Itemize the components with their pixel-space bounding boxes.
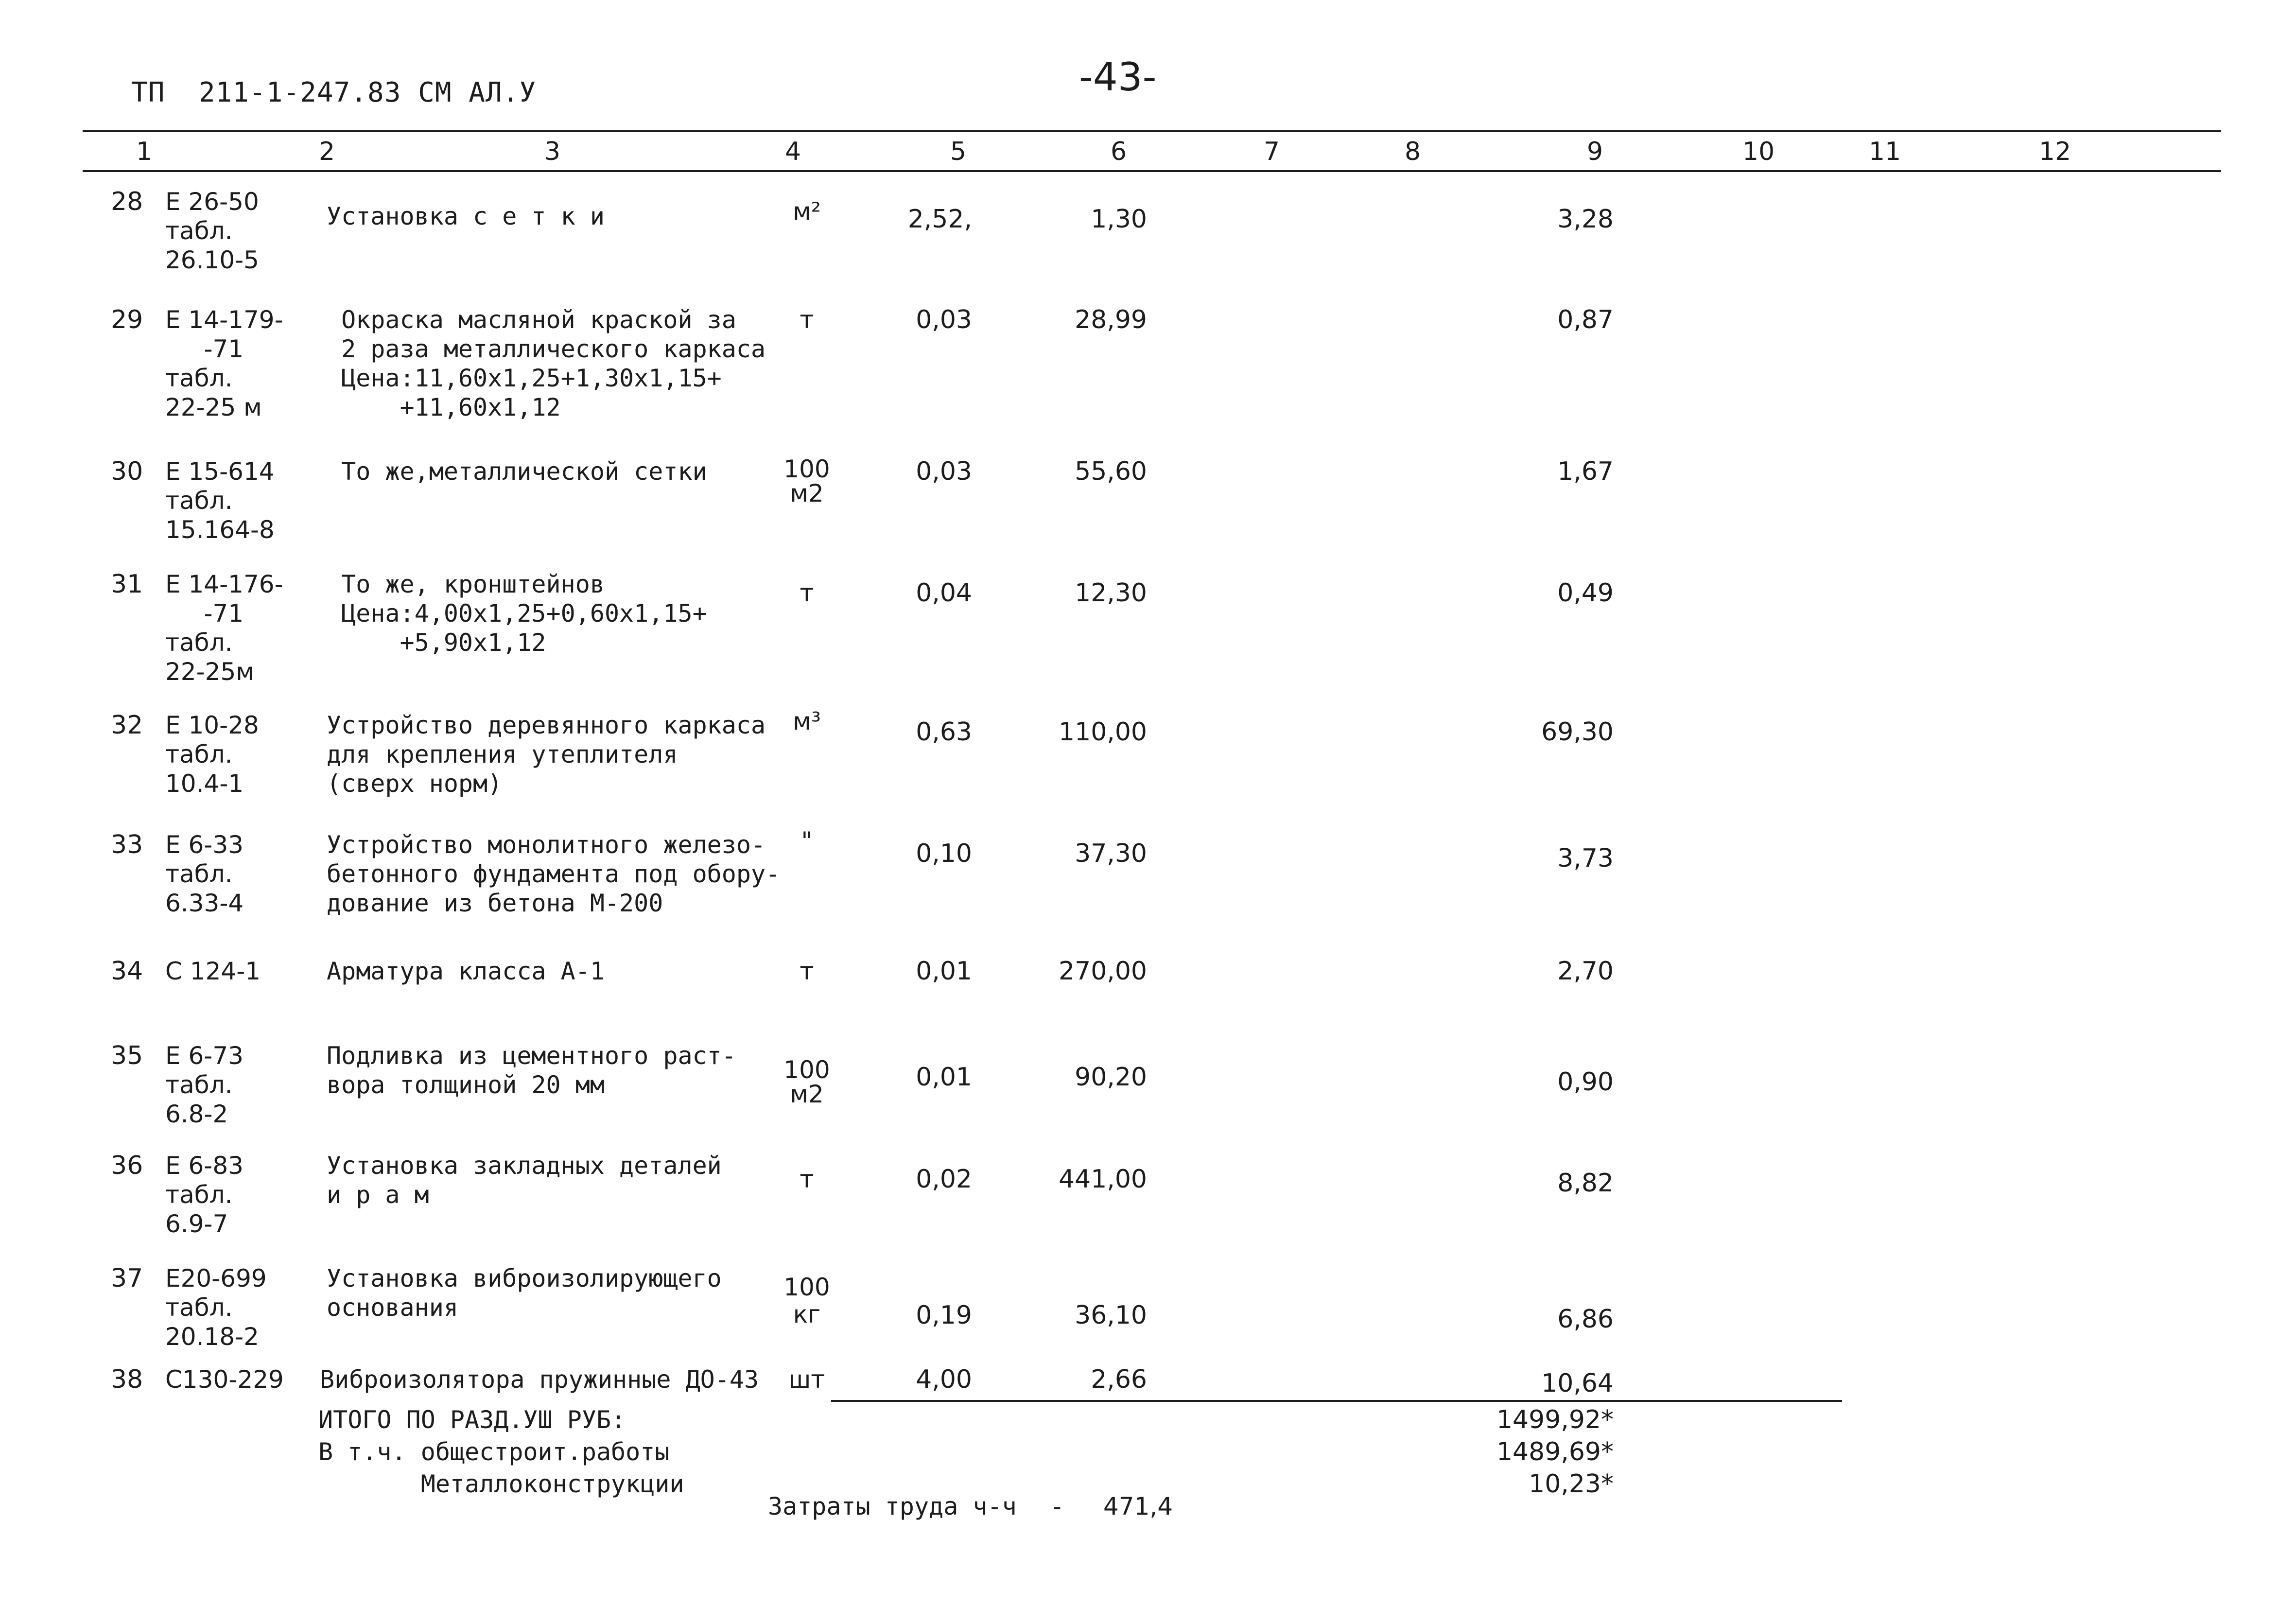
unit: т (800, 1165, 814, 1193)
row-number: 30 (111, 457, 143, 486)
work-description: То же, кронштейнов Цена:4,00х1,25+0,60х1,15+ +5,90х1,12 (341, 570, 707, 657)
document-code: ТП 211-1-247.83 СМ АЛ.У (131, 77, 537, 108)
rate-code: С130-229 (165, 1365, 284, 1394)
general-construction-label: В т.ч. общестроит.работы (318, 1438, 670, 1466)
page-number: -43- (1079, 54, 1157, 100)
unit-price: 37,30 (1075, 839, 1147, 868)
column-number: 2 (319, 137, 335, 166)
unit: 100 м2 (783, 455, 830, 507)
rate-code: Е 10-28 табл. 10.4-1 (165, 711, 259, 798)
row-number: 34 (111, 957, 143, 986)
work-description: Виброизолятора пружинные ДО-43 (320, 1365, 759, 1394)
row-number: 31 (111, 570, 143, 599)
row-total: 0,49 (1557, 578, 1614, 608)
row-total: 2,70 (1557, 957, 1614, 986)
rate-code: Е 6-73 табл. 6.8-2 (165, 1042, 244, 1128)
rate-code: Е 6-33 табл. 6.33-4 (165, 831, 244, 917)
unit-price: 2,66 (1091, 1365, 1147, 1394)
unit-price: 1,30 (1091, 205, 1147, 234)
rate-code: Е 26-50 табл. 26.10-5 (165, 188, 259, 274)
row-number: 37 (111, 1264, 143, 1293)
unit-price: 441,00 (1059, 1165, 1147, 1194)
unit-price: 55,60 (1075, 457, 1147, 486)
quantity: 0,02 (916, 1165, 972, 1194)
row-total: 1,67 (1557, 457, 1614, 486)
labor-cost-label: Затраты труда ч-ч (768, 1492, 1017, 1520)
unit-price: 90,20 (1075, 1063, 1147, 1092)
unit-price: 12,30 (1075, 578, 1147, 608)
column-number: 6 (1111, 137, 1127, 166)
work-description: Устройство монолитного железо- бетонного фундамента под обору- дование из бетона М-200 (327, 831, 781, 917)
column-number: 7 (1264, 137, 1280, 166)
rate-code: С 124-1 (165, 957, 261, 985)
rate-code: Е 15-614 табл. 15.164-8 (165, 457, 275, 544)
quantity: 0,63 (916, 717, 972, 747)
column-number: 11 (1869, 137, 1901, 166)
work-description: Арматура класса А-1 (327, 957, 605, 985)
quantity: 0,01 (916, 957, 972, 986)
column-number: 12 (2039, 137, 2071, 166)
quantity: 4,00 (916, 1365, 972, 1394)
unit-price: 36,10 (1075, 1301, 1147, 1330)
work-description: Подливка из цементного раст- вора толщиной 20 мм (327, 1042, 736, 1099)
header-top-rule (83, 130, 2221, 132)
rate-code: Е 6-83 табл. 6.9-7 (165, 1152, 244, 1238)
rate-code: Е20-699 табл. 20.18-2 (165, 1264, 267, 1351)
unit: т (800, 306, 814, 334)
metal-structures-value: 10,23* (1529, 1469, 1614, 1499)
unit-price: 270,00 (1059, 957, 1147, 986)
total-label: ИТОГО ПО РАЗД.УШ РУБ: (318, 1406, 626, 1434)
row-number: 33 (111, 830, 143, 859)
general-construction-value: 1489,69* (1496, 1437, 1614, 1467)
quantity: 0,19 (916, 1301, 972, 1330)
row-number: 29 (111, 305, 143, 334)
labor-cost-dash: - (1050, 1492, 1065, 1520)
work-description: Установка с е т к и (327, 202, 605, 230)
column-number: 10 (1742, 137, 1775, 166)
row-number: 38 (111, 1365, 143, 1394)
unit: т (800, 579, 814, 607)
work-description: Окраска масляной краской за 2 раза металлического каркаса Цена:11,60х1,25+1,30х1,15+ +11,60х1,12 (341, 306, 766, 421)
row-total: 8,82 (1557, 1169, 1614, 1198)
column-number: 3 (544, 137, 561, 166)
column-number: 1 (136, 137, 153, 166)
quantity: 0,04 (916, 578, 972, 608)
rate-code: Е 14-179- -71 табл. 22-25 м (165, 306, 283, 421)
work-description: То же,металлической сетки (327, 457, 707, 486)
unit-price: 110,00 (1059, 717, 1147, 747)
unit: 100 кг (783, 1273, 830, 1328)
rate-code: Е 14-176- -71 табл. 22-25м (165, 570, 283, 686)
column-number: 9 (1587, 137, 1603, 166)
quantity: 0,03 (916, 305, 972, 334)
row-total: 10,64 (1541, 1369, 1614, 1398)
unit-price: 28,99 (1075, 305, 1147, 334)
work-description: Установка виброизолирующего основания (327, 1264, 722, 1322)
column-number: 4 (785, 137, 801, 166)
row-number: 32 (111, 711, 143, 740)
unit: 100 м2 (783, 1056, 830, 1108)
unit: шт (788, 1365, 825, 1394)
totals-rule (831, 1400, 1842, 1402)
quantity: 0,10 (916, 839, 972, 868)
row-total: 0,87 (1557, 305, 1614, 334)
row-total: 69,30 (1541, 717, 1614, 747)
work-description: Устройство деревянного каркаса для крепления утеплителя (сверх норм) (327, 711, 766, 798)
quantity: 0,01 (916, 1063, 972, 1092)
unit: м³ (793, 707, 821, 735)
quantity: 2,52, (907, 205, 972, 234)
row-total: 3,28 (1557, 205, 1614, 234)
row-total: 0,90 (1557, 1067, 1614, 1097)
row-number: 28 (111, 187, 143, 216)
unit: " (801, 827, 813, 855)
metal-structures-label: Металлоконструкции (318, 1470, 684, 1498)
column-number: 5 (950, 137, 967, 166)
labor-cost-value: 471,4 (1103, 1492, 1173, 1520)
unit: т (800, 957, 814, 985)
column-number: 8 (1405, 137, 1421, 166)
work-description: Установка закладных деталей и р а м (327, 1152, 722, 1209)
row-total: 3,73 (1557, 844, 1614, 873)
header-bottom-rule (83, 170, 2221, 172)
row-total: 6,86 (1557, 1305, 1614, 1334)
total-value: 1499,92* (1496, 1405, 1614, 1434)
quantity: 0,03 (916, 457, 972, 486)
row-number: 36 (111, 1151, 143, 1180)
row-number: 35 (111, 1041, 143, 1070)
unit: м² (793, 197, 821, 226)
